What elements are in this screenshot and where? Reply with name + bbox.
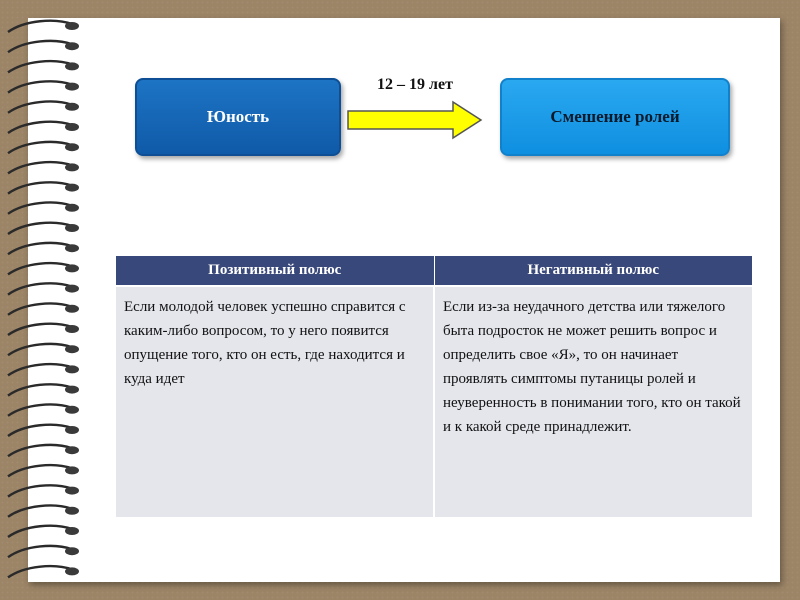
spiral-ring [8, 203, 72, 214]
spiral-ring [8, 506, 72, 517]
spiral-ring [8, 41, 72, 52]
spiral-ring [8, 162, 72, 173]
binding-hole [65, 42, 79, 50]
binding-hole [65, 567, 79, 575]
table-header-row [116, 256, 752, 286]
stage-label-youth: Юность [206, 107, 270, 126]
spiral-ring [8, 566, 72, 577]
binding-hole [65, 143, 79, 151]
binding-hole [65, 365, 79, 373]
table-row [116, 286, 752, 517]
binding-hole [65, 325, 79, 333]
binding-hole [65, 547, 79, 555]
binding-hole [65, 386, 79, 394]
spiral-ring [8, 445, 72, 456]
spiral-ring [8, 324, 72, 335]
spiral-ring [8, 283, 72, 294]
spiral-ring [8, 21, 72, 32]
binding-hole [65, 446, 79, 454]
stage-box-role-confusion [500, 78, 730, 156]
binding-hole [65, 426, 79, 434]
binding-hole [65, 163, 79, 171]
spiral-ring [8, 364, 72, 375]
spiral-ring [8, 102, 72, 113]
binding-hole [65, 103, 79, 111]
spiral-ring [8, 182, 72, 193]
cell-positive-pole: Если молодой человек успешно справится с каким-либо вопросом, то у него появится опущение того, кто он есть, где находится и куда идет [116, 286, 434, 517]
binding-hole [65, 244, 79, 252]
stage-box-youth [135, 78, 341, 156]
binding-hole [65, 527, 79, 535]
right-arrow-icon [345, 100, 485, 140]
header-positive-pole: Позитивный полюс [116, 256, 434, 286]
cell-negative-pole: Если из-за неудачного детства или тяжелого быта подросток не может решить вопрос и определить свое «Я», то он начинает проявлять симптомы путаницы ролей и неуверенность в понимании того, кто он такой и к какой среде принадлежит. [434, 286, 752, 517]
spiral-ring [8, 344, 72, 355]
spiral-ring [8, 243, 72, 254]
binding-hole [65, 83, 79, 91]
spiral-ring [8, 405, 72, 416]
spiral-ring [8, 546, 72, 557]
binding-hole [65, 204, 79, 212]
poles-table [116, 256, 752, 517]
spiral-ring [8, 61, 72, 72]
spiral-binding [0, 0, 100, 600]
spiral-ring [8, 81, 72, 92]
binding-hole [65, 22, 79, 30]
spiral-ring [8, 526, 72, 537]
binding-hole [65, 345, 79, 353]
binding-hole [65, 123, 79, 131]
binding-hole [65, 466, 79, 474]
spiral-ring [8, 304, 72, 315]
spiral-ring [8, 485, 72, 496]
binding-hole [65, 224, 79, 232]
spiral-ring [8, 263, 72, 274]
header-negative-pole: Негативный полюс [434, 256, 752, 286]
age-range-label: 12 – 19 лет [377, 76, 453, 93]
binding-hole [65, 285, 79, 293]
spiral-ring [8, 142, 72, 153]
spiral-ring [8, 384, 72, 395]
binding-hole [65, 305, 79, 313]
spiral-ring [8, 425, 72, 436]
stage-label-role-confusion: Смешение ролей [550, 107, 680, 126]
spiral-ring [8, 122, 72, 133]
spiral-ring [8, 223, 72, 234]
binding-hole [65, 184, 79, 192]
binding-hole [65, 264, 79, 272]
binding-hole [65, 507, 79, 515]
binding-hole [65, 487, 79, 495]
binding-hole [65, 62, 79, 70]
binding-hole [65, 406, 79, 414]
spiral-ring [8, 465, 72, 476]
